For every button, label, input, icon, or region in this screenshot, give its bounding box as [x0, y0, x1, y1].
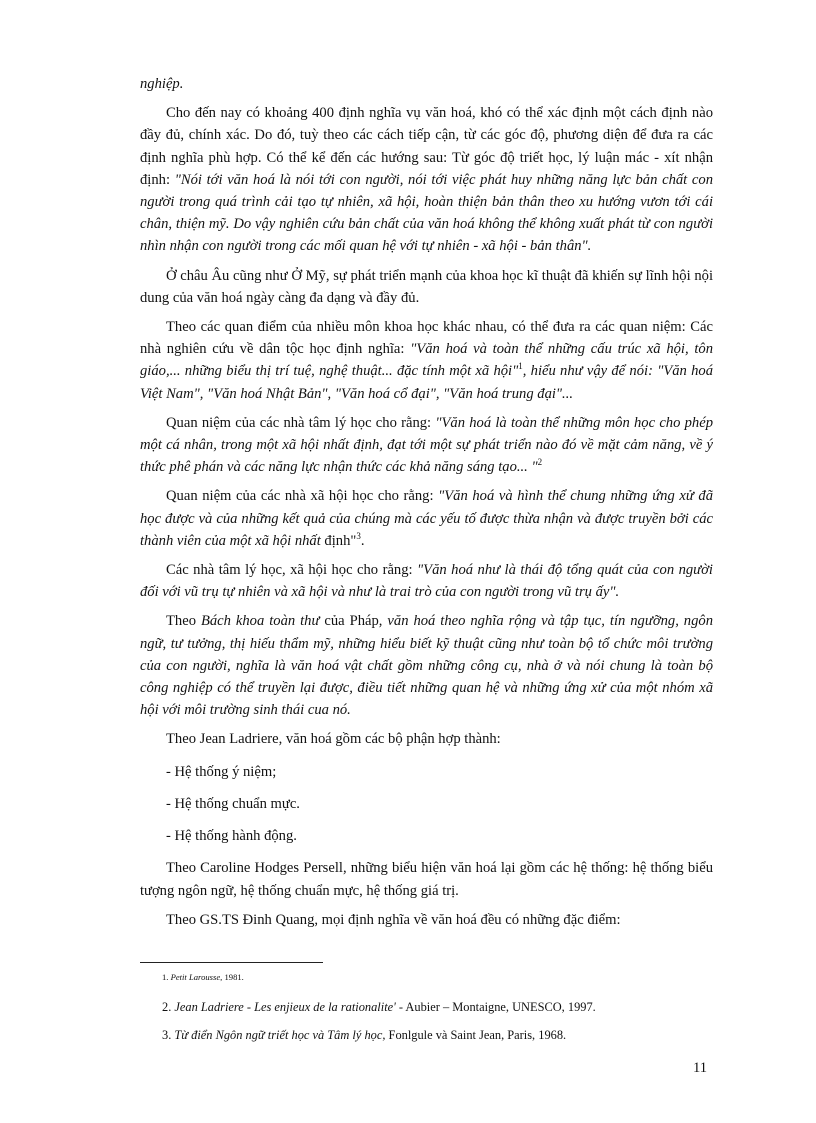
- paragraph-continuation: nghiệp.: [140, 76, 184, 92]
- footnote-ref-1[interactable]: 1: [518, 361, 523, 372]
- paragraph-psych-sociology: Các nhà tâm lý học, xã hội học cho rằng: "Văn hoá như là thái độ tổng quát của con người đối với vũ trụ tự nhiên và xã hội và như là trai trò của con người trong vũ trụ ấy".: [140, 562, 713, 601]
- body-text: [140, 73, 713, 938]
- footnotes: [140, 962, 713, 1054]
- list-item: - Hệ thống ý niệm;: [166, 763, 277, 780]
- paragraph-persell: Theo Caroline Hodges Persell, những biểu hiện văn hoá lại gồm các hệ thống: hệ thống biểu tượng ngôn ngữ, hệ thống chuẩn mực, hệ thống giá trị.: [140, 860, 713, 899]
- list-item: - Hệ thống hành động.: [166, 828, 297, 845]
- paragraph-encyclopedia: Theo Bách khoa toàn thư của Pháp, văn hoá theo nghĩa rộng và tập tục, tín ngưỡng, ngôn ngữ, tư tưởng, thị hiếu thẩm mỹ, những hiểu biết kỹ thuật cũng như toàn bộ tổ chức môi trường của con người, nghĩa là văn hoá vật chất gồm những công cụ, nhà ở và nói chung là toàn bộ công nghiệp có thể truyền lại được, điều tiết những quan hệ và những ứng xử của một nhóm xã hội với môi trường sinh thái cua nó.: [140, 613, 713, 719]
- footnote-2: 2. Jean Ladriere - Les enjieux de la rationalite' - Aubier – Montaigne, UNESCO, 1997.: [162, 1000, 596, 1014]
- footnote-ref-3[interactable]: 3: [356, 531, 361, 541]
- paragraph-sociology: Quan niệm của các nhà xã hội học cho rằng: "Văn hoá và hình thể chung những ứng xử đã học được và của những kết quả của chúng mà các yếu tố được thừa nhận và được truyền bởi các thành viên của một xã hội nhất định"$^3$.: [140, 488, 713, 549]
- paragraph-ethnology: Theo các quan điểm của nhiều môn khoa học khác nhau, có thể đưa ra các quan niệm: Các nhà nghiên cứu về dân tộc học định nghĩa: "Văn hoá và toàn thể những cấu trúc xã hội, tôn giáo,... những biểu thị trí tuệ, nghệ thuật... đặc tính một xã hội"$^1$, hiểu như vậy để nói: "Văn hoá Việt Nam", "Văn hoá Nhật Bản", "Văn hoá cổ đại", "Văn hoá trung đại"...: [140, 319, 713, 402]
- footnote-divider: [140, 962, 323, 963]
- footnote-1: 1. Petit Larousse, 1981.: [162, 972, 244, 982]
- paragraph-europe-america: Ở châu Âu cũng như Ở Mỹ, sự phát triển mạnh của khoa học kĩ thuật đã khiến sự lĩnh hội nội dung của văn hoá ngày càng đa dạng và đầy đủ.: [140, 267, 713, 306]
- footnote-ref-2[interactable]: 2: [537, 457, 543, 468]
- paragraph-ladriere: Theo Jean Ladriere, văn hoá gồm các bộ phận hợp thành:: [166, 731, 501, 748]
- footnote-3: 3. Từ điển Ngôn ngữ triết học và Tâm lý học, Fonlgule và Saint Jean, Paris, 1968.: [162, 1028, 567, 1042]
- paragraph-definitions-count: Cho đến nay có khoảng 400 định nghĩa vụ văn hoá, khó có thể xác định một cách định nào đầy đủ, chính xác. Do đó, tuỳ theo các cách tiếp cận, từ các góc độ, phương diện để đưa ra các định nghĩa phù hợp. Có thể kể đến các hướng sau: Từ góc độ triết học, lý luận mác - xít nhận định: "Nói tới văn hoá là nói tới con người, nói tới việc phát huy những năng lực bản chất con người trong quá trình cải tạo tự nhiên, xã hội, hoàn thiện bản thân theo xu hướng vươn tới cái chân, thiện mỹ. Do vậy nghiên cứu bản chất của văn hoá không thể không xuất phát từ con người nhìn nhận con người trong các mối quan hệ với tự nhiên - xã hội - bản thân".: [140, 105, 713, 255]
- paragraph-psychology: Quan niệm của các nhà tâm lý học cho rằng: "Văn hoá là toàn thể những môn học cho phép một cá nhân, trong một xã hội nhất định, đạt tới một sự phát triển nào đó về mặt cảm năng, về ý thức phê phán và các năng lực nhận thức các khả năng sáng tạo... "$^2$: [140, 414, 713, 476]
- list-item: - Hệ thống chuẩn mực.: [166, 795, 300, 812]
- page-number: 11: [693, 1060, 708, 1076]
- paragraph-dinh-quang: Theo GS.TS Đinh Quang, mọi định nghĩa về văn hoá đều có những đặc điểm:: [166, 911, 621, 928]
